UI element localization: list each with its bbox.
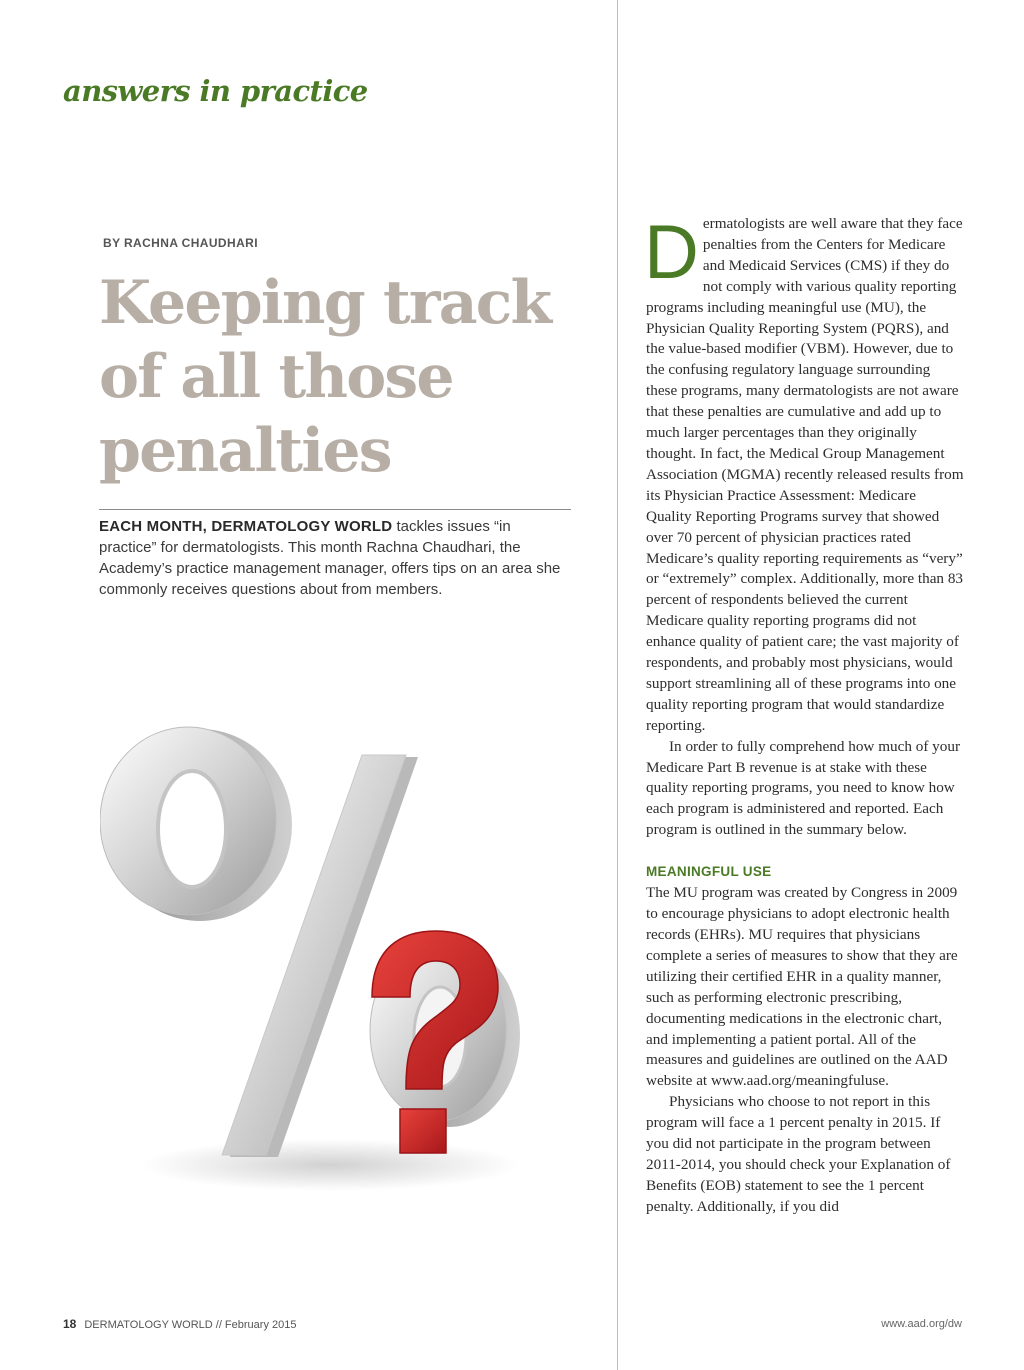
drop-cap: D — [644, 210, 699, 295]
intro-text: tackles issues “in practice” for dermatologists. This month Rachna Chaudhari, the Academy’s practice management manager, offers tips on an area she commonly receives questions about from members. — [99, 518, 561, 598]
ground-shadow — [140, 1139, 520, 1191]
column-divider — [617, 0, 618, 1370]
publication-info: DERMATOLOGY WORLD // February 2015 — [84, 1319, 297, 1331]
body-paragraph-2: In order to fully comprehend how much of your Medicare Part B revenue is at stake with these quality reporting programs, you need to know how each program is administered and reported. Each program is outlined in the summary below. — [646, 737, 961, 839]
body-paragraph-4: Physicians who choose to not report in this program will face a 1 percent penalty in 2015. If you did not participate in the program between 2011-2014, you should check your Explanation of Benefits (EOB) statement to see the 1 percent penalty. Additionally, if you did — [646, 1093, 951, 1215]
headline-rule — [99, 509, 571, 510]
body-paragraph-1 — [644, 210, 964, 737]
byline: BY RACHNA CHAUDHARI — [103, 236, 258, 250]
section-title: answers in practice — [63, 74, 368, 108]
upper-zero — [100, 727, 292, 921]
page-number: 18 — [63, 1317, 77, 1331]
footer-url: www.aad.org/dw — [881, 1318, 962, 1330]
subhead-meaningful-use: MEANINGFUL USE — [646, 864, 772, 880]
footer-folio — [63, 1317, 296, 1331]
body-paragraph-1-text: ermatologists are well aware that they face penalties from the Centers for Medicare and Medicaid Services (CMS) if they do not comply with various quality reporting programs including meaningful use (MU), the Physician Quality Reporting System (PQRS), and the value-based modifier (VBM). However, due to the confusing regulatory language surrounding these programs, many dermatologists are not aware that these penalties are cumulative and add up to much larger percentages than they originally thought. In fact, the Medical Group Management Association (MGMA) recently released results from its Physician Practice Assessment: Medicare Quality Reporting Programs survey that showed over 70 percent of physician practices rated Medicare’s quality reporting requirements as “very” or “extremely” complex. Additionally, more than 83 percent of respondents believed the current Medicare quality reporting programs did not enhance quality of patient care; the vast majority of respondents, and probably most physicians, would support streamlining all of these programs into one quality reporting program that would standardize reporting. — [646, 215, 964, 734]
intro-paragraph — [99, 516, 571, 600]
body-paragraph-3: The MU program was created by Congress in 2009 to encourage physicians to adopt electronic health records (EHRs). MU requires that physicians complete a series of measures to show that they are utilizing their certified EHR in a quality manner, such as performing electronic prescribing, documenting medications in the electronic chart, and implementing a patient portal. All of the measures and guidelines are outlined on the AAD website at www.aad.org/meaningfuluse. — [646, 884, 958, 1090]
percent-question-icon — [100, 725, 540, 1195]
headline: Keeping track of all those penalties — [99, 268, 551, 486]
article-body — [644, 210, 964, 1218]
intro-lead: EACH MONTH, DERMATOLOGY WORLD — [99, 518, 393, 535]
